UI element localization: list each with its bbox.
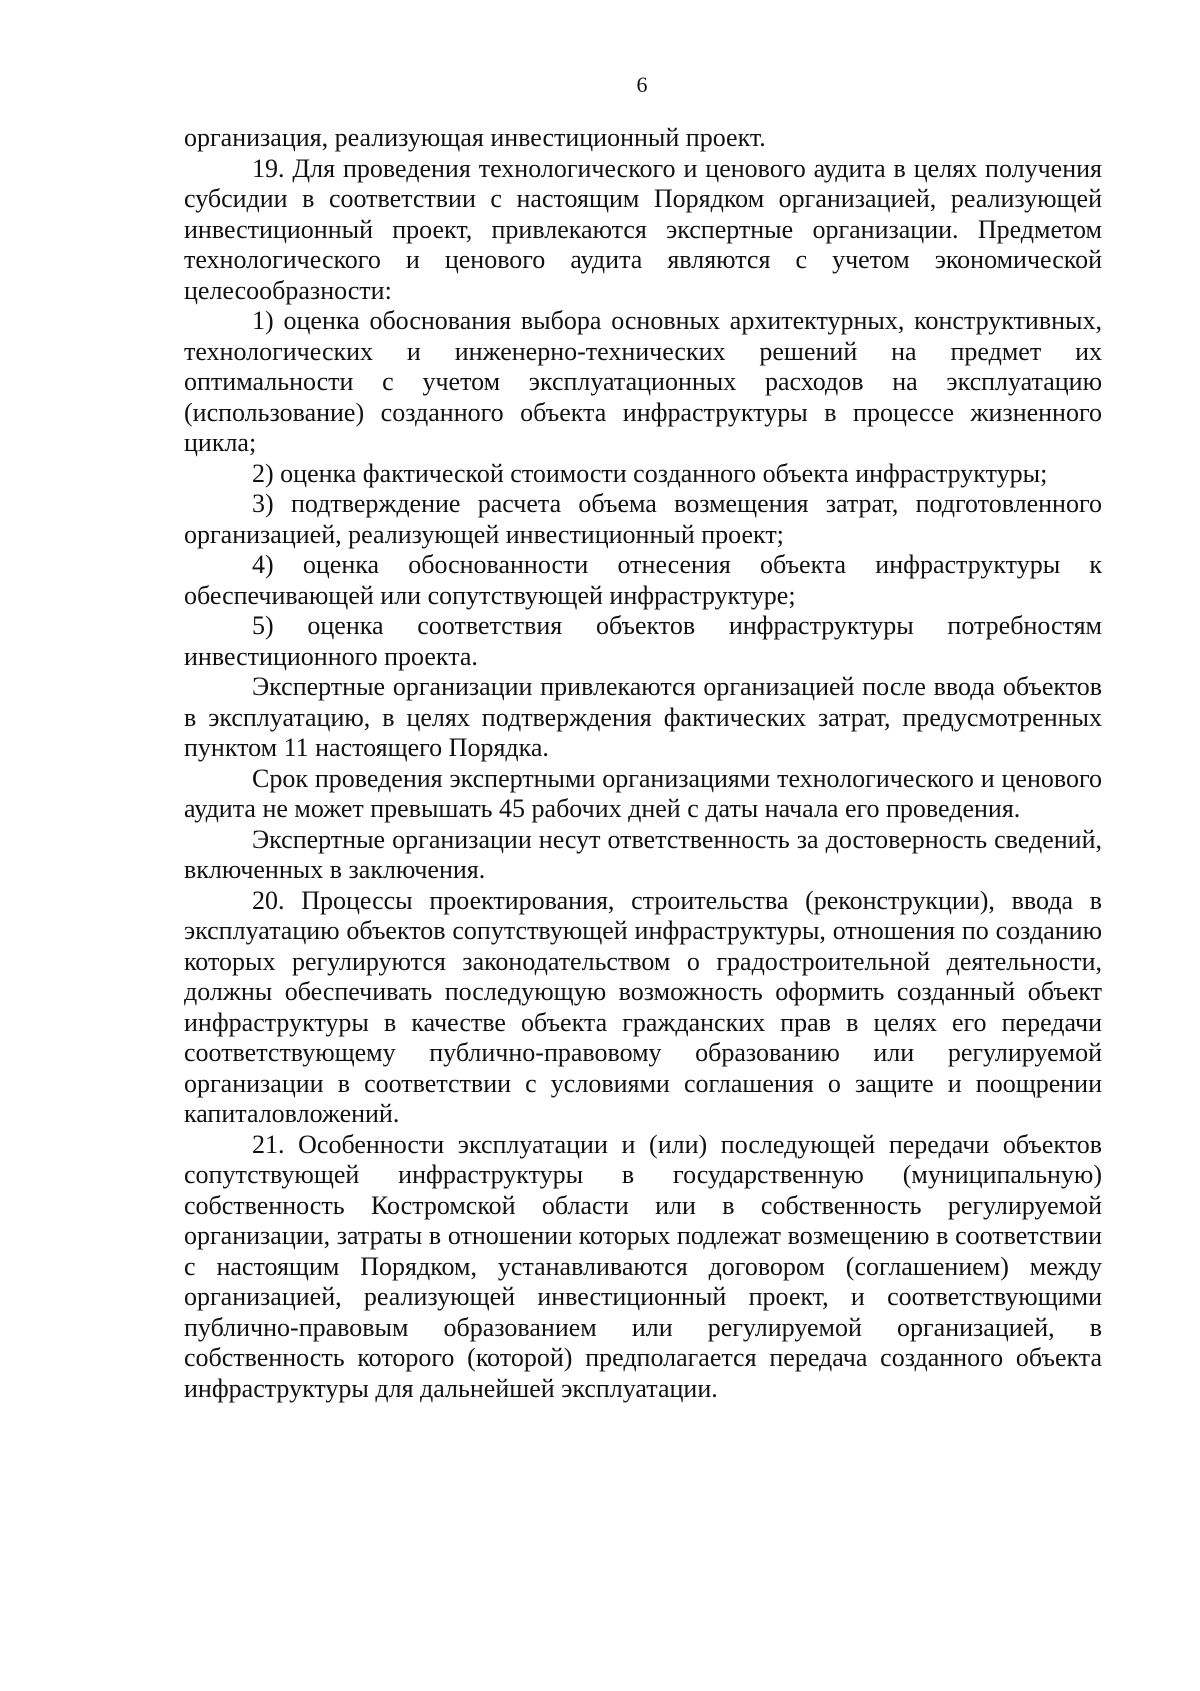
document-body — [184, 123, 1102, 1404]
paragraph-subitem-1: 1) оценка обоснования выбора основных архитектурных, конструктивных, технологических и инженерно-технических решений на предмет их оптимальности с учетом эксплуатационных расходов на эксплуатацию (использование) созданного объекта инфраструктуры в процессе жизненного цикла; — [184, 306, 1102, 457]
paragraph-subitem-5: 5) оценка соответствия объектов инфраструктуры потребностям инвестиционного проекта. — [184, 611, 1102, 671]
paragraph-audit-deadline: Срок проведения экспертными организациями технологического и ценового аудита не может превышать 45 рабочих дней с даты начала его проведения. — [184, 763, 1102, 823]
paragraph-item-19: 19. Для проведения технологического и ценового аудита в целях получения субсидии в соответствии с настоящим Порядком организацией, реализующей инвестиционный проект, привлекаются экспертные организации. Предметом технологического и ценового аудита являются с учетом экономической целесообразности: — [184, 153, 1102, 305]
paragraph-expert-engagement: Экспертные организации привлекаются организацией после ввода объектов в эксплуатацию, в целях подтверждения фактических затрат, предусмотренных пунктом 11 настоящего Порядка. — [184, 672, 1102, 762]
paragraph-item-21: 21. Особенности эксплуатации и (или) последующей передачи объектов сопутствующей инфраструктуры в государственную (муниципальную) собственность Костромской области или в собственность регулируемой организации, затраты в отношении которых подлежат возмещению в соответствии с настоящим Порядком, устанавливаются договором (соглашением) между организацией, реализующей инвестиционный проект, и соответствующими публично-правовым образованием или регулируемой организацией, в собственность которого (которой) предполагается передача созданного объекта инфраструктуры для дальнейшей эксплуатации. — [184, 1129, 1102, 1403]
paragraph-subitem-3: 3) подтверждение расчета объема возмещения затрат, подготовленного организацией, реализующей инвестиционный проект; — [184, 489, 1102, 549]
paragraph-item-20: 20. Процессы проектирования, строительства (реконструкции), ввода в эксплуатацию объектов сопутствующей инфраструктуры, отношения по созданию которых регулируются законодательством о градостроительной деятельности, должны обеспечивать последующую возможность оформить созданный объект инфраструктуры в качестве объекта гражданских прав в целях его передачи соответствующему публично-правовому образованию или регулируемой организации в соответствии с условиями соглашения о защите и поощрении капиталовложений. — [184, 885, 1102, 1128]
page-number: 6 — [636, 72, 648, 97]
paragraph-subitem-4: 4) оценка обоснованности отнесения объекта инфраструктуры к обеспечивающей или сопутствующей инфраструктуре; — [184, 550, 1102, 610]
paragraph-expert-responsibility: Экспертные организации несут ответственность за достоверность сведений, включенных в заключения. — [184, 824, 1102, 884]
paragraph-subitem-2: 2) оценка фактической стоимости созданного объекта инфраструктуры; — [252, 458, 1048, 488]
paragraph-continuation: организация, реализующая инвестиционный проект. — [184, 123, 766, 152]
